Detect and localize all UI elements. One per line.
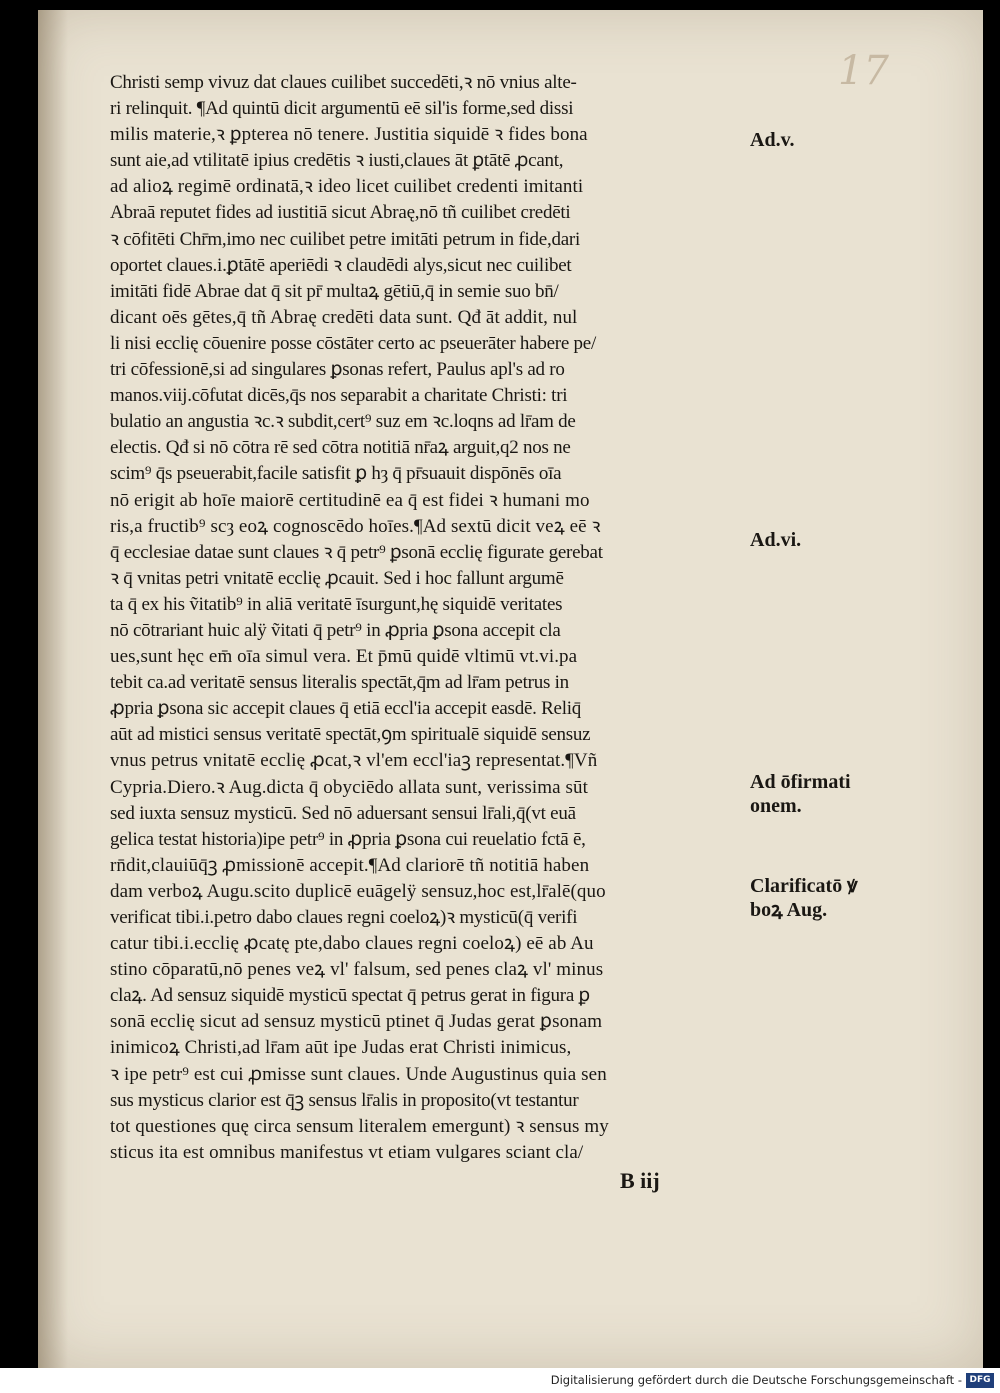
text-line: imitāti fidē Abrae dat q̄ sit pr̄ multaꝝ gētiū,q̄ in semie suo bn̄/ xyxy=(110,280,559,302)
text-line: vnus petrus vnitatē ecclię ꝓcat,ꝛ vl'em eccl'iaꝫ representat.¶Vñ xyxy=(110,750,598,772)
text-line: verificat tibi.i.petro dabo claues regni coeloꝝ)ꝛ mysticū(q̄ verifi xyxy=(110,907,578,928)
text-line: dam verboꝝ Augu.scito duplicē euāgelÿ sensuz,hoc est,lr̄alē(quo xyxy=(110,880,606,902)
text-line: claꝝ. Ad sensuz siquidē mysticū spectat q̄ petrus gerat in figura ꝑ xyxy=(110,985,590,1007)
text-line: inimicoꝝ Christi,ad lr̄am aūt ipe Judas erat Christi inimicus, xyxy=(110,1037,572,1059)
text-line: sunt aie,ad vtilitatē ipius credētis ꝛ iusti,claues āt ꝑtātē ꝓcant, xyxy=(110,150,564,172)
text-line: li nisi ecclię cōuenire posse cōstāter certo ac pseuerāter habere pe/ xyxy=(110,332,596,354)
text-line: sus mysticus clarior est q̄ꝫ sensus lr̄alis in proposito(vt testantur xyxy=(110,1089,579,1111)
text-line: sonā ecclię sicut ad sensuz mysticū ptinet q̄ Judas gerat ꝑsonam xyxy=(110,1011,603,1033)
text-line: milis materie,ꝛ ꝑpterea nō tenere. Justitia siquidē ꝛ fides bona xyxy=(110,124,588,146)
text-line: dicant oēs gētes,q̄ tñ Abraę credēti data sunt. Qđ āt addit, nul xyxy=(110,306,578,328)
text-line: ues,sunt hęc em̄ oīa simul vera. Et p̄mū quidē vltimū vt.vi.pa xyxy=(110,646,578,668)
text-line: oportet claues.i.ꝑtātē aperiēdi ꝛ claudēdi alys,sicut nec cuilibet xyxy=(110,254,572,276)
main-text-column xyxy=(110,70,770,1166)
text-line: Abraā reputet fides ad iustitiā sicut Abraę,nō tñ cuilibet credēti xyxy=(110,202,571,224)
footer-bar xyxy=(0,1368,1000,1393)
marginal-note-clarificatio: Clarificatō ꝟ boꝝ Aug. xyxy=(750,875,858,921)
marginal-note-ad-v: Ad.v. xyxy=(750,129,795,151)
marginal-note-ad-vi: Ad.vi. xyxy=(750,529,802,551)
text-line: sed iuxta sensuz mysticū. Sed nō aduersant sensui lr̄ali,q̄(vt euā xyxy=(110,802,576,824)
text-line: tri cōfessionē,si ad singulares ꝑsonas refert, Paulus apl's ad ro xyxy=(110,359,565,381)
text-line: ꝛ q̄ vnitas petri vnitatē ecclię ꝓcauit. Sed i hoc fallunt argumē xyxy=(110,567,564,589)
text-line: Christi semp vivuz dat claues cuilibet succedēti,ꝛ nō vnius alte- xyxy=(110,72,577,93)
footer-credit: Digitalisierung gefördert durch die Deutsche Forschungsgemeinschaft - xyxy=(550,1373,962,1387)
marginal-note-confirmationem: Ad ōfirmati onem. xyxy=(750,771,851,817)
dfg-logo: DFG xyxy=(966,1373,994,1388)
signature-mark: B iij xyxy=(620,1168,660,1193)
text-line: tebit ca.ad veritatē sensus literalis spectāt,q̄m ad lr̄am petrus in xyxy=(110,672,569,694)
text-line: stino cōparatū,nō penes veꝝ vl' falsum, sed penes claꝝ vl' minus xyxy=(110,959,604,981)
text-line: sticus ita est omnibus manifestus vt etiam vulgares sciant cla/ xyxy=(110,1141,584,1163)
text-line: ri relinquit. ¶Ad quintū dicit argumentū eē sil'is forme,sed dissi xyxy=(110,98,574,120)
text-line: scim⁹ q̄s pseuerabit,facile satisfit ꝑ hȝ q̄ pr̄suauit dispōnēs oīa xyxy=(110,463,562,485)
text-line: q̄ ecclesiae datae sunt claues ꝛ q̄ petr⁹ ꝑsonā ecclię figurate gerebat xyxy=(110,541,603,563)
binding-gutter-shadow xyxy=(38,10,68,1368)
text-line: ꝛ ipe petr⁹ est cui ꝓmisse sunt claues. Unde Augustinus quia sen xyxy=(110,1063,607,1085)
text-line: nō erigit ab hoīe maiorē certitudinē ea q̄ est fidei ꝛ humani mo xyxy=(110,489,590,511)
text-line: electis. Qđ si nō cōtra rē sed cōtra notitiā nr̄aꝝ arguit,q2 nos ne xyxy=(110,437,571,459)
text-line: ꝛ cōfitēti Chr̄m,imo nec cuilibet petre imitāti petrum in fide,dari xyxy=(110,228,581,250)
text-line: ris,a fructib⁹ scȝ eoꝝ cognoscēdo hoīes.¶Ad sextū dicit veꝝ eē ꝛ xyxy=(110,515,601,537)
text-line: tot questiones quę circa sensum literalem emergunt) ꝛ sensus my xyxy=(110,1115,609,1137)
text-line: rn̄dit,clauiūq̄ꝫ ꝓmissionē accepit.¶Ad clariorē tñ notitiā haben xyxy=(110,854,590,876)
text-line: manos.viij.cōfutat dicēs,q̄s nos separabit a charitate Christi: tri xyxy=(110,385,568,407)
text-line: ad alioꝝ regimē ordinatā,ꝛ ideo licet cuilibet credenti imitanti xyxy=(110,176,584,198)
folio-number: 17 xyxy=(838,48,889,94)
text-line: gelica testat historia)ipe petr⁹ in ꝓpria ꝑsona cui reuelatio fctā ē, xyxy=(110,828,586,850)
text-line: aūt ad mistici sensus veritatē spectāt,ꝯm spiritualē siquidē sensuz xyxy=(110,724,591,746)
text-line: Cypria.Diero.ꝛ Aug.dicta q̄ obyciēdo allata sunt, verissima sūt xyxy=(110,776,588,798)
text-line: bulatio an angustia ꝛc.ꝛ subdit,cert⁹ suz em ꝛc.loqns ad lr̄am de xyxy=(110,411,576,433)
text-line: catur tibi.i.ecclię ꝓcatę pte,dabo claues regni coeloꝝ) eē ab Au xyxy=(110,933,594,955)
text-line: ꝓpria ꝑsona sic accepit claues q̄ etiā eccl'ia accepit easdē. Reliq̄ xyxy=(110,698,582,720)
text-line: ta q̄ ex his ṽitatib⁹ in aliā veritatē īsurgunt,hę siquidē veritates xyxy=(110,593,563,615)
text-line: nō cōtrariant huic alÿ ṽitati q̄ petr⁹ in ꝓpria ꝑsona accepit cla xyxy=(110,619,561,641)
